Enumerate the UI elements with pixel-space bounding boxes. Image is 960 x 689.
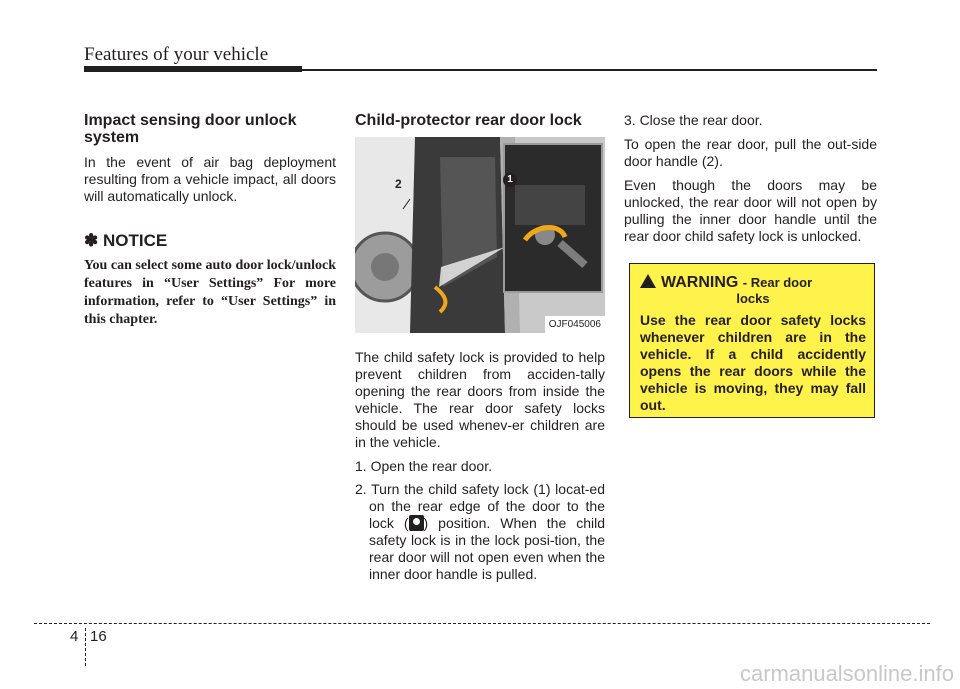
column-right — [624, 112, 877, 252]
figure-code: OJF045006 — [545, 316, 605, 333]
warning-box — [629, 263, 875, 418]
child-lock-steps — [355, 458, 605, 583]
column-middle — [355, 112, 605, 589]
column-left — [84, 112, 336, 329]
open-rear-door-text: To open the rear door, pull the out-side door handle (2). — [624, 136, 877, 169]
footer-rule — [34, 623, 930, 624]
lock-detail-inset — [503, 143, 603, 293]
watermark: carmanualsonline.info — [739, 661, 954, 686]
warning-title: WARNING — [661, 274, 739, 291]
callout-2: 2 — [395, 177, 402, 191]
child-lock-icon — [409, 515, 424, 531]
header-rule-thick — [84, 66, 302, 72]
header-rule-thin — [300, 69, 877, 71]
child-lock-heading: Child-protector rear door lock — [355, 112, 582, 129]
footer-page-number: 16 — [90, 628, 107, 645]
callout-1: 1 — [503, 173, 517, 187]
child-lock-description: The child safety lock is provided to help prevent children from acciden-tally opening the rear doors from inside the vehicle. The rear door safety locks should be used whenev-er children are in the vehicle. — [355, 349, 605, 450]
step-3: 3. Close the rear door. — [624, 112, 763, 128]
step-2 — [355, 481, 605, 583]
rear-door-figure — [355, 137, 605, 333]
impact-unlock-heading: Impact sensing door unlock system — [84, 112, 297, 146]
impact-unlock-text: In the event of air bag deployment resulting from a vehicle impact, all doors will automatically unlock. — [84, 154, 336, 204]
notice-title: ✽ NOTICE — [84, 231, 168, 250]
step-1: 1. Open the rear door. — [355, 458, 492, 474]
warning-triangle-icon — [640, 274, 656, 288]
warning-subtitle: - Rear door — [742, 275, 813, 290]
warning-heading — [640, 274, 866, 291]
step-2-part-a: 2. Turn the child safety lock (1) locat-ed on the rear edge of the door to the lock ( — [355, 481, 605, 531]
notice-text: You can select some auto door lock/unlock features in “User Settings” For more information, refer to “User Settings” in this chapter. — [84, 258, 336, 327]
footer-separator — [85, 628, 86, 666]
warning-text: Use the rear door safety locks whenever children are in the vehicle. If a child accidently opens the rear doors while the vehicle is moving, they may fall out. — [640, 312, 866, 413]
page-header-title: Features of your vehicle — [84, 44, 269, 65]
unlock-note-text: Even though the doors may be unlocked, the rear door will not open by pulling the inner door handle until the rear door child safety lock is unlocked. — [624, 177, 877, 244]
lock-detail-illustration — [505, 145, 601, 291]
footer-chapter-number: 4 — [70, 628, 79, 645]
step-2-part-b: ) position. When the child safety lock is in the lock posi-tion, the rear door will not open even when the inner door handle is pulled. — [369, 515, 605, 582]
warning-subtitle-line2: locks — [736, 291, 770, 306]
